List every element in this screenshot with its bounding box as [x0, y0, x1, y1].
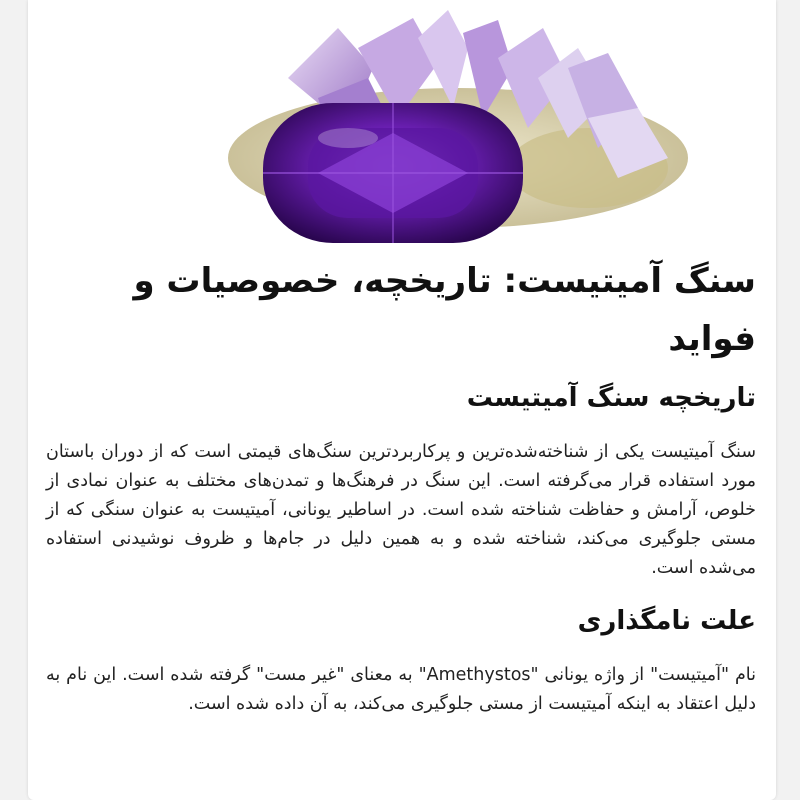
section-heading-history: تاریخچه سنگ آمیتیست [466, 383, 756, 413]
article-title: سنگ آمیتیست: تاریخچه، خصوصیات و فواید [133, 261, 756, 359]
amethyst-gem-image [168, 8, 688, 248]
article-card [28, 0, 776, 800]
article-body [46, 252, 756, 719]
section-body-history: سنگ آمیتیست یکی از شناخته‌شده‌ترین و پرکاربردترین سنگ‌های قیمتی است که از دوران باستان مورد استفاده قرار می‌گرفته است. این سنگ در فرهنگ‌ها و تمدن‌های مختلف به عنوان نمادی از خلوص، آرامش و حفاظت شناخته شده است. در اساطیر یونانی، آمیتیست به عنوان سنگی که از مستی جلوگیری می‌کند، شناخته شده و به همین دلیل در جام‌ها و ظروف نوشیدنی استفاده می‌شده است. [46, 442, 756, 578]
section-body-naming: نام "آمیتیست" از واژه یونانی "Amethystos" به معنای "غیر مست" گرفته شده است. این نام به دلیل اعتقاد به اینکه آمیتیست از مستی جلوگیری می‌کند، به آن داده شده است. [46, 665, 756, 714]
section-heading-naming: علت نامگذاری [577, 606, 756, 636]
